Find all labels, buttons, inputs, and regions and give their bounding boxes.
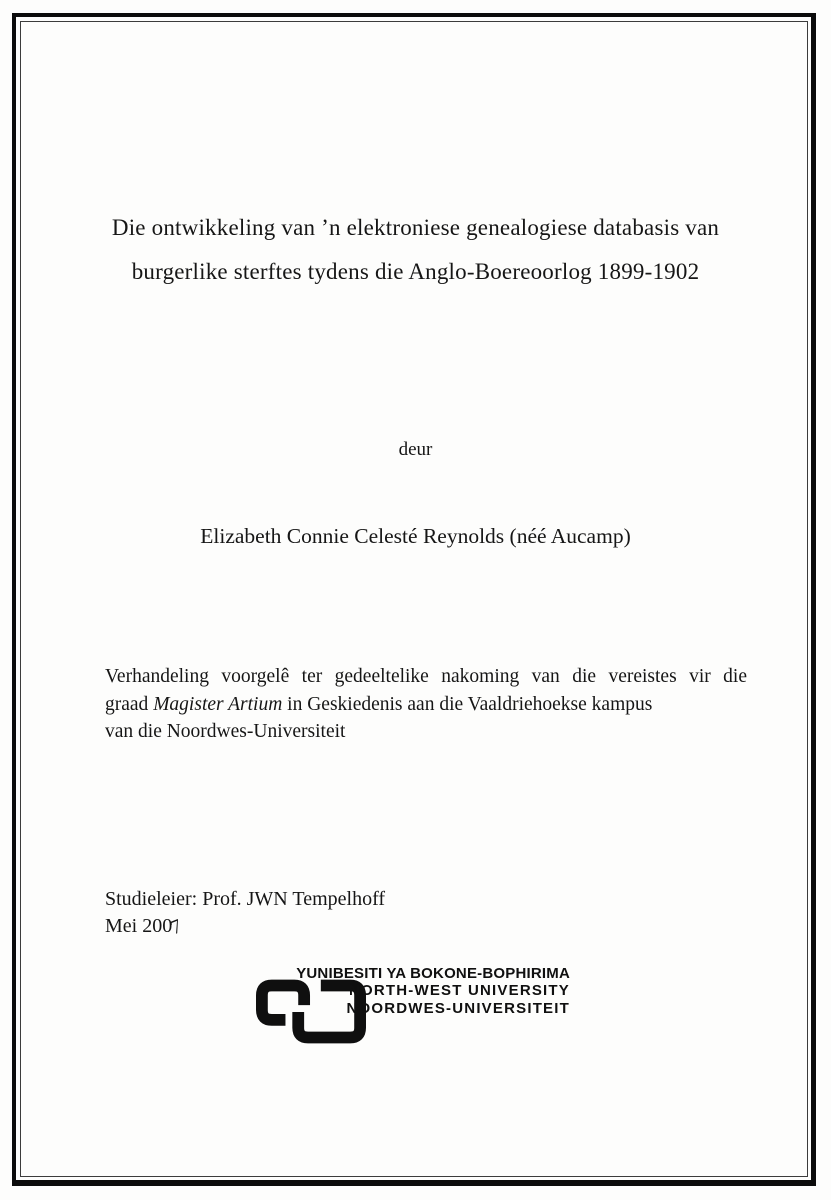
thesis-title — [60, 206, 771, 294]
degree-declaration — [105, 663, 747, 746]
date-prefix: Mei 200 — [105, 914, 173, 937]
logo-line-afrikaans: NOORDWES-UNIVERSITEIT — [346, 999, 570, 1017]
nwu-logo-text — [296, 965, 570, 1017]
thesis-title-line1: Die ontwikkeling van ’n elektroniese genealogiese databasis van — [111, 215, 720, 240]
date-seven-glyph: 7 — [167, 914, 186, 939]
date-line — [105, 913, 385, 940]
logo-line-setswana: YUNIBESITI YA BOKONE-BOPHIRIMA — [296, 965, 570, 982]
declaration-line3: van die Noordwes-Universiteit — [105, 721, 346, 742]
declaration-line1: Verhandeling voorgelê ter gedeeltelike nakoming van die vereistes vir die — [105, 666, 747, 687]
author-name: Elizabeth Connie Celesté Reynolds (néé Aucamp) — [200, 524, 631, 548]
degree-name: Magister Artium — [153, 693, 283, 715]
logo-line-english: NORTH-WEST UNIVERSITY — [348, 982, 570, 1000]
supervisor-block — [105, 886, 385, 939]
nwu-logo — [256, 964, 578, 1059]
declaration-line2-prefix: graad — [105, 693, 154, 715]
byline-label: deur — [398, 439, 433, 460]
supervisor-line: Studieleier: Prof. JWN Tempelhoff — [105, 888, 386, 910]
thesis-title-line2: burgerlike sterftes tydens die Anglo-Boereoorlog 1899-1902 — [131, 259, 700, 284]
declaration-line2 — [105, 691, 747, 719]
declaration-line2-suffix: in Geskiedenis aan die Vaaldriehoekse kampus — [282, 693, 653, 715]
